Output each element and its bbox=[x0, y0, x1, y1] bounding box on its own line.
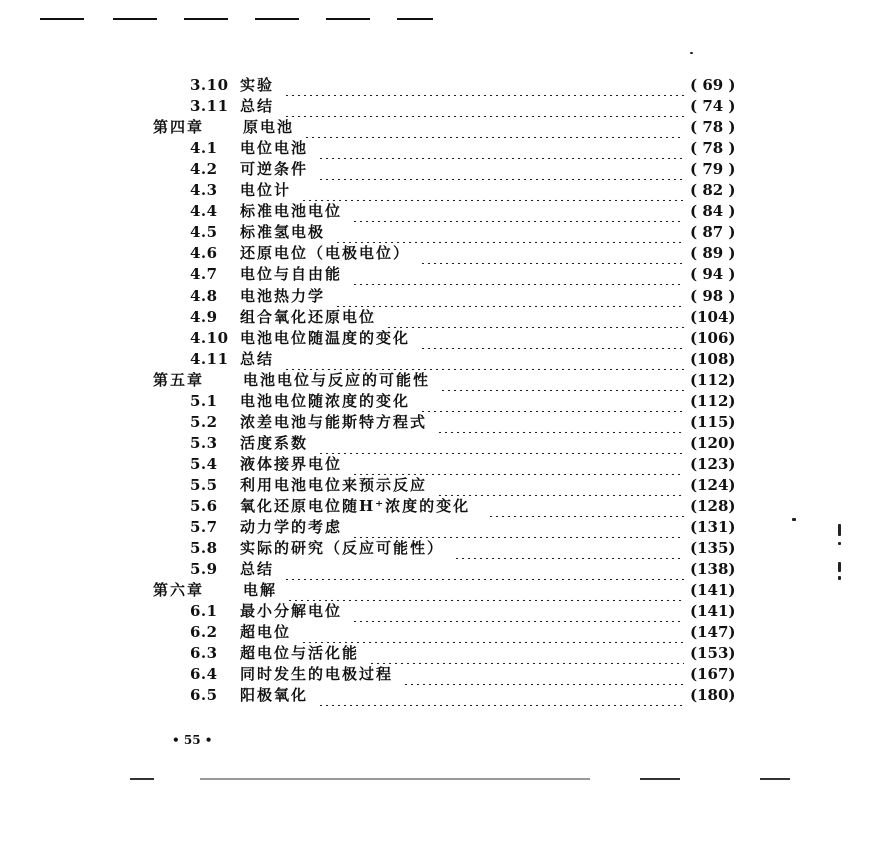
entry-number: 4.2 bbox=[190, 160, 218, 179]
entry-number: 5.6 bbox=[190, 497, 218, 515]
entry-number: 4.10 bbox=[190, 328, 229, 347]
entry-title: 电位与自由能 bbox=[240, 265, 343, 284]
entry-page: (147) bbox=[690, 623, 736, 642]
scan-speck bbox=[838, 576, 841, 580]
header-rule-segment bbox=[184, 18, 228, 20]
scan-speck bbox=[690, 52, 693, 54]
dot-leader bbox=[352, 453, 684, 475]
entry-title: 实际的研究（反应可能性） bbox=[240, 539, 445, 558]
entry-title: 电位计 bbox=[240, 181, 292, 200]
entry-title: 同时发生的电极过程 bbox=[240, 665, 394, 684]
dot-leader bbox=[301, 179, 684, 201]
entry-number: 4.7 bbox=[190, 265, 218, 284]
entry-title: 超电位与活化能 bbox=[240, 644, 360, 663]
entry-number: 4.11 bbox=[190, 349, 229, 368]
entry-number: 5.3 bbox=[190, 433, 218, 452]
header-rule-segment bbox=[40, 18, 84, 20]
entry-page: ( 78 ) bbox=[690, 139, 736, 158]
toc-chapter-entry bbox=[0, 116, 870, 138]
toc-section-entry bbox=[0, 74, 870, 96]
toc-section-entry bbox=[0, 558, 870, 580]
entry-number: 6.2 bbox=[190, 623, 218, 642]
dot-leader bbox=[352, 516, 684, 538]
entry-number: 6.4 bbox=[190, 665, 218, 684]
entry-page: (124) bbox=[690, 475, 736, 494]
dot-leader bbox=[284, 348, 684, 370]
scan-speck bbox=[838, 562, 841, 572]
dot-leader bbox=[335, 221, 684, 243]
toc-section-entry bbox=[0, 137, 870, 159]
entry-title: 还原电位（电极电位） bbox=[240, 244, 411, 263]
entry-page: (106) bbox=[690, 328, 736, 347]
dot-leader bbox=[318, 684, 684, 706]
scan-speck bbox=[838, 524, 841, 536]
entry-title: 氧化还原电位随H⁺浓度的变化 bbox=[240, 497, 471, 515]
toc-section-entry bbox=[0, 95, 870, 117]
entry-page: ( 89 ) bbox=[690, 244, 736, 263]
entry-page: ( 82 ) bbox=[690, 181, 736, 200]
entry-page: ( 69 ) bbox=[690, 76, 736, 94]
dot-leader bbox=[318, 137, 684, 159]
entry-title: 利用电池电位来预示反应 bbox=[240, 475, 428, 494]
entry-title: 原电池 bbox=[243, 118, 295, 137]
entry-page: (123) bbox=[690, 454, 736, 473]
entry-number: 5.8 bbox=[190, 539, 218, 558]
entry-number: 6.3 bbox=[190, 644, 218, 663]
toc-section-entry bbox=[0, 537, 870, 559]
toc-section-entry bbox=[0, 432, 870, 454]
toc-section-entry bbox=[0, 495, 870, 517]
dot-leader bbox=[437, 411, 684, 433]
entry-page: (141) bbox=[690, 581, 736, 600]
entry-title: 超电位 bbox=[240, 623, 292, 642]
entry-page: (153) bbox=[690, 644, 736, 663]
entry-page: ( 78 ) bbox=[690, 118, 736, 137]
toc-section-entry bbox=[0, 285, 870, 307]
entry-page: (141) bbox=[690, 602, 736, 621]
entry-number: 第六章 bbox=[153, 581, 205, 600]
scan-speck bbox=[792, 518, 796, 521]
entry-page: ( 87 ) bbox=[690, 223, 736, 242]
toc-section-entry bbox=[0, 474, 870, 496]
entry-number: 3.11 bbox=[190, 97, 229, 116]
entry-page: ( 79 ) bbox=[690, 160, 736, 179]
toc-section-entry bbox=[0, 663, 870, 685]
entry-title: 可逆条件 bbox=[240, 160, 309, 179]
toc-section-entry bbox=[0, 642, 870, 664]
header-rule-segment bbox=[397, 18, 433, 20]
dot-leader bbox=[437, 474, 684, 496]
header-rule-segment bbox=[113, 18, 157, 20]
toc-section-entry bbox=[0, 327, 870, 349]
dot-leader bbox=[420, 327, 684, 349]
entry-page: (128) bbox=[690, 497, 736, 515]
entry-title: 组合氧化还原电位 bbox=[240, 307, 377, 326]
entry-title: 液体接界电位 bbox=[240, 454, 343, 473]
toc-section-entry bbox=[0, 306, 870, 328]
page-number: • 55 • bbox=[172, 733, 213, 747]
entry-title: 电池电位随温度的变化 bbox=[240, 328, 411, 347]
dot-leader bbox=[352, 200, 684, 222]
toc-section-entry bbox=[0, 348, 870, 370]
toc-section-entry bbox=[0, 600, 870, 622]
toc-section-entry bbox=[0, 516, 870, 538]
entry-page: ( 94 ) bbox=[690, 265, 736, 284]
toc-section-entry bbox=[0, 179, 870, 201]
scan-noise bbox=[640, 778, 680, 780]
toc-section-entry bbox=[0, 200, 870, 222]
entry-title: 实验 bbox=[240, 76, 275, 94]
dot-leader bbox=[284, 95, 684, 117]
entry-title: 动力学的考虑 bbox=[240, 518, 343, 537]
entry-number: 第五章 bbox=[153, 370, 205, 389]
dot-leader bbox=[420, 390, 684, 412]
toc-section-entry bbox=[0, 390, 870, 412]
entry-page: ( 98 ) bbox=[690, 286, 736, 305]
scan-noise bbox=[200, 778, 590, 780]
entry-page: (135) bbox=[690, 539, 736, 558]
dot-leader bbox=[440, 369, 684, 391]
entry-page: (120) bbox=[690, 433, 736, 452]
entry-title: 标准氢电极 bbox=[240, 223, 326, 242]
entry-number: 4.3 bbox=[190, 181, 218, 200]
entry-number: 4.5 bbox=[190, 223, 218, 242]
dot-leader bbox=[301, 621, 684, 643]
entry-title: 最小分解电位 bbox=[240, 602, 343, 621]
dot-leader bbox=[454, 537, 684, 559]
scan-noise bbox=[760, 778, 790, 780]
entry-number: 6.1 bbox=[190, 602, 218, 621]
entry-title: 电池热力学 bbox=[240, 286, 326, 305]
dot-leader bbox=[284, 74, 684, 96]
entry-title: 总结 bbox=[240, 560, 275, 579]
dot-leader bbox=[386, 306, 684, 328]
entry-number: 6.5 bbox=[190, 686, 218, 705]
entry-number: 4.1 bbox=[190, 139, 218, 158]
entry-page: ( 74 ) bbox=[690, 97, 736, 116]
dot-leader bbox=[352, 600, 684, 622]
entry-page: (131) bbox=[690, 518, 736, 537]
toc-section-entry bbox=[0, 242, 870, 264]
toc-section-entry bbox=[0, 263, 870, 285]
dot-leader bbox=[369, 642, 684, 664]
entry-page: ( 84 ) bbox=[690, 202, 736, 221]
entry-page: (180) bbox=[690, 686, 736, 705]
entry-page: (108) bbox=[690, 349, 736, 368]
entry-page: (112) bbox=[690, 370, 736, 389]
entry-number: 5.9 bbox=[190, 560, 218, 579]
entry-number: 5.5 bbox=[190, 475, 218, 494]
entry-number: 4.6 bbox=[190, 244, 218, 263]
entry-number: 3.10 bbox=[190, 76, 229, 94]
entry-title: 浓差电池与能斯特方程式 bbox=[240, 412, 428, 431]
entry-page: (115) bbox=[690, 412, 736, 431]
dot-leader bbox=[318, 158, 684, 180]
toc-section-entry bbox=[0, 453, 870, 475]
entry-title: 标准电池电位 bbox=[240, 202, 343, 221]
entry-title: 电池电位随浓度的变化 bbox=[240, 391, 411, 410]
scan-speck bbox=[838, 542, 841, 545]
entry-title: 阳极氧化 bbox=[240, 686, 309, 705]
entry-page: (104) bbox=[690, 307, 736, 326]
toc-section-entry bbox=[0, 221, 870, 243]
entry-number: 5.4 bbox=[190, 454, 218, 473]
entry-title: 电解 bbox=[243, 581, 278, 600]
header-rule-segment bbox=[255, 18, 299, 20]
dot-leader bbox=[318, 432, 684, 454]
dot-leader bbox=[287, 579, 684, 601]
scan-noise bbox=[130, 778, 154, 780]
toc-chapter-entry bbox=[0, 579, 870, 601]
header-rule-segment bbox=[326, 18, 370, 20]
entry-title: 电池电位与反应的可能性 bbox=[243, 370, 431, 389]
entry-number: 4.4 bbox=[190, 202, 218, 221]
dot-leader bbox=[304, 116, 684, 138]
entry-title: 总结 bbox=[240, 97, 275, 116]
dot-leader bbox=[403, 663, 684, 685]
dot-leader bbox=[488, 495, 684, 517]
dot-leader bbox=[352, 263, 684, 285]
entry-page: (138) bbox=[690, 560, 736, 579]
toc-section-entry bbox=[0, 411, 870, 433]
toc-section-entry bbox=[0, 684, 870, 706]
entry-number: 5.2 bbox=[190, 412, 218, 431]
entry-number: 5.1 bbox=[190, 391, 218, 410]
entry-number: 4.8 bbox=[190, 286, 218, 305]
entry-page: (167) bbox=[690, 665, 736, 684]
toc-section-entry bbox=[0, 621, 870, 643]
dot-leader bbox=[335, 285, 684, 307]
entry-page: (112) bbox=[690, 391, 736, 410]
entry-title: 总结 bbox=[240, 349, 275, 368]
entry-title: 电位电池 bbox=[240, 139, 309, 158]
dot-leader bbox=[420, 242, 684, 264]
dot-leader bbox=[284, 558, 684, 580]
entry-number: 第四章 bbox=[153, 118, 205, 137]
entry-number: 4.9 bbox=[190, 307, 218, 326]
toc-section-entry bbox=[0, 158, 870, 180]
toc-chapter-entry bbox=[0, 369, 870, 391]
entry-title: 活度系数 bbox=[240, 433, 309, 452]
entry-number: 5.7 bbox=[190, 518, 218, 537]
